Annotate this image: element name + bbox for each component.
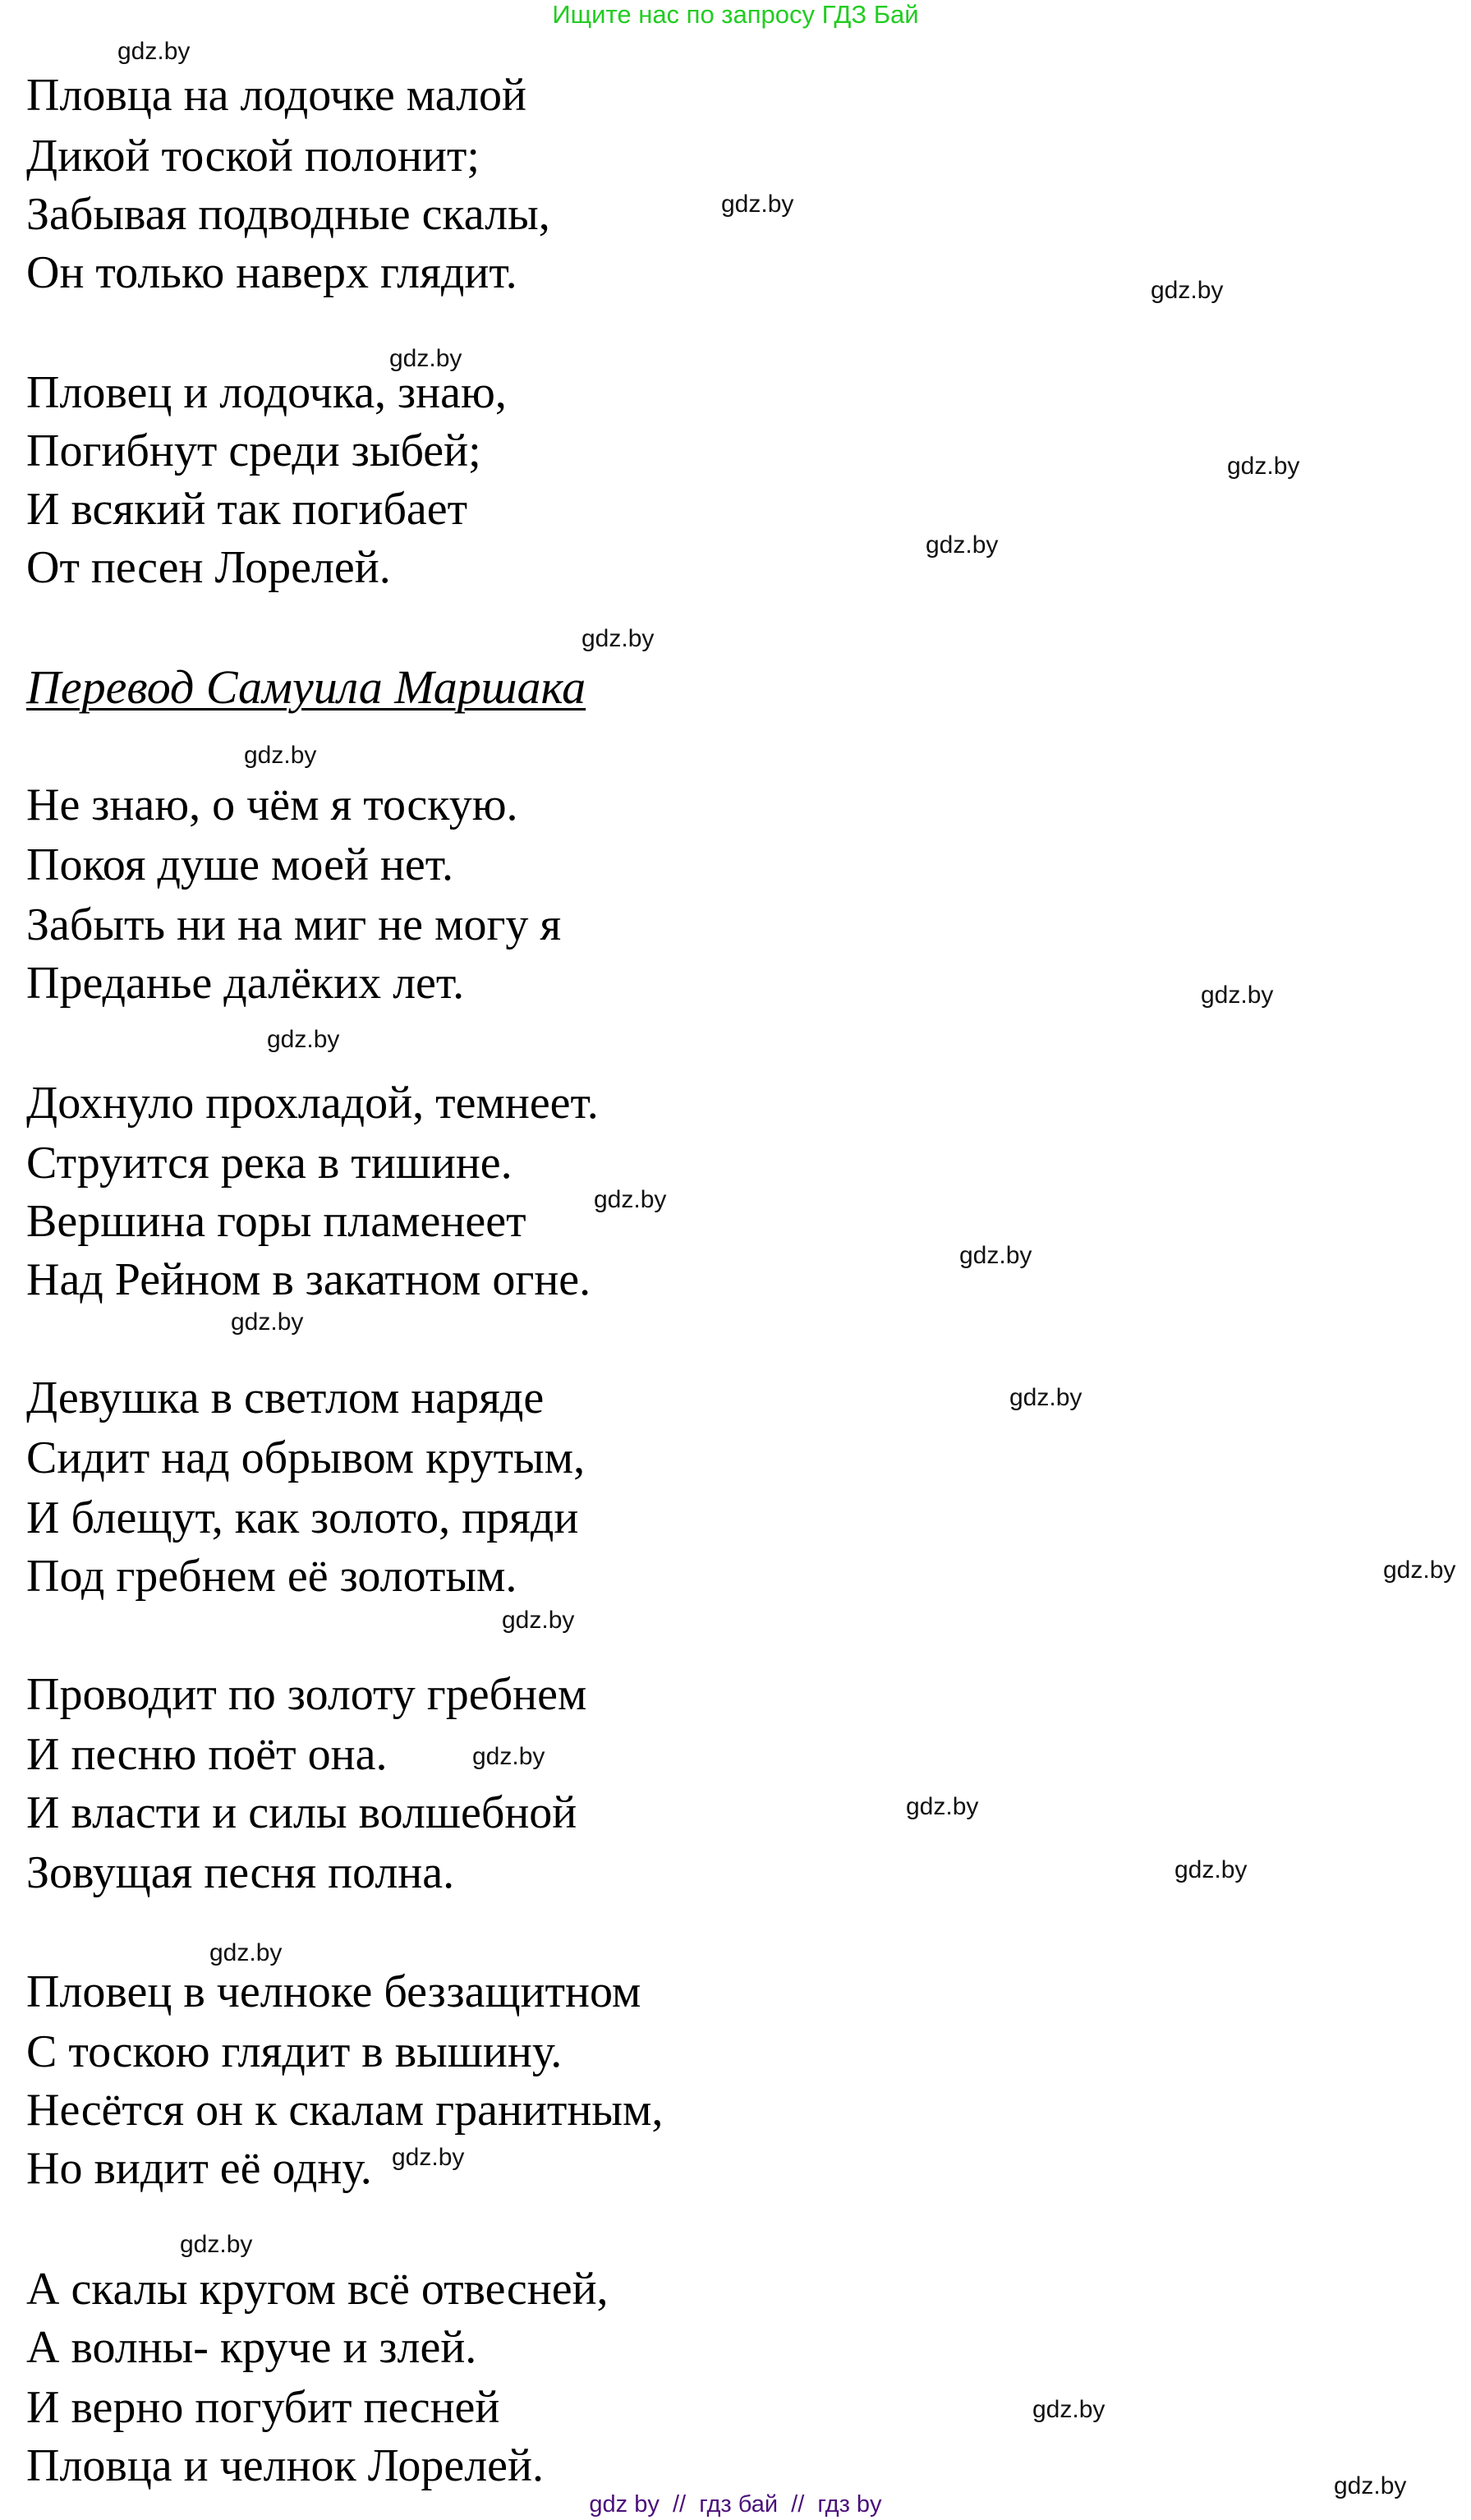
poem-line: И власти и силы волшебной: [26, 1787, 577, 1838]
watermark: gdz.by: [472, 1743, 545, 1770]
translation-title: Перевод Самуила Маршака: [26, 660, 586, 714]
poem-line: Пловца на лодочке малой: [26, 70, 526, 121]
watermark: gdz.by: [209, 1939, 283, 1966]
watermark: gdz.by: [267, 1026, 340, 1053]
poem-line: Вершина горы пламенеет: [26, 1196, 526, 1247]
poem-line: Погибнут среди зыбей;: [26, 425, 481, 476]
poem-line: Проводит по золоту гребнем: [26, 1669, 587, 1720]
watermark: gdz.by: [1032, 2396, 1106, 2423]
poem-line: И блещут, как золото, пряди: [26, 1492, 579, 1543]
poem-line: Покоя душе моей нет.: [26, 839, 453, 890]
poem-line: И песню поёт она.: [26, 1729, 388, 1780]
watermark: gdz.by: [117, 38, 191, 65]
watermark: gdz.by: [1383, 1557, 1456, 1584]
poem-line: От песен Лорелей.: [26, 542, 391, 593]
poem-line: Не знаю, о чём я тоскую.: [26, 779, 518, 830]
watermark: gdz.by: [1227, 453, 1300, 480]
poem-line: И всякий так погибает: [26, 484, 468, 535]
watermark: gdz.by: [721, 191, 794, 218]
watermark: gdz.by: [180, 2231, 253, 2258]
poem-line: С тоскою глядит в вышину.: [26, 2026, 563, 2077]
poem-line: Струится река в тишине.: [26, 1138, 513, 1189]
watermark: gdz.by: [1175, 1856, 1248, 1883]
watermark: gdz.by: [959, 1242, 1032, 1269]
poem-line: Но видит её одну.: [26, 2143, 372, 2194]
poem-line: Под гребнем её золотым.: [26, 1551, 517, 1602]
watermark: gdz.by: [392, 2144, 465, 2171]
poem-line: Забывая подводные скалы,: [26, 189, 550, 240]
watermark: gdz.by: [1151, 277, 1224, 304]
search-banner: Ищите нас по запросу ГДЗ Бай: [552, 0, 919, 29]
watermark: gdz.by: [502, 1607, 575, 1634]
poem-line: Пловца и челнок Лорелей.: [26, 2440, 544, 2491]
watermark: gdz.by: [244, 742, 317, 769]
poem-line: Зовущая песня полна.: [26, 1847, 455, 1898]
poem-line: Преданье далёких лет.: [26, 958, 465, 1009]
poem-line: Несётся он к скалам гранитным,: [26, 2085, 664, 2136]
watermark: gdz.by: [906, 1793, 979, 1820]
watermark: gdz.by: [1334, 2472, 1407, 2499]
poem-line: А волны- круче и злей.: [26, 2322, 477, 2373]
poem-line: Забыть ни на миг не могу я: [26, 899, 562, 950]
watermark: gdz.by: [582, 625, 655, 652]
poem-line: Дикой тоской полонит;: [26, 131, 480, 182]
watermark: gdz.by: [389, 345, 462, 372]
watermark: gdz.by: [1201, 982, 1274, 1009]
poem-line: Пловец и лодочка, знаю,: [26, 367, 507, 418]
watermark: gdz.by: [594, 1186, 667, 1213]
poem-line: Пловец в челноке беззащитном: [26, 1966, 641, 2017]
poem-line: Девушка в светлом наряде: [26, 1373, 545, 1423]
footer-links: gdz by // гдз бай // гдз by: [589, 2491, 882, 2518]
poem-line: И верно погубит песней: [26, 2382, 500, 2433]
watermark: gdz.by: [926, 531, 999, 559]
poem-line: Сидит над обрывом крутым,: [26, 1432, 586, 1483]
poem-line: Дохнуло прохладой, темнеет.: [26, 1078, 599, 1129]
poem-line: А скалы кругом всё отвесней,: [26, 2264, 609, 2315]
poem-line: Он только наверх глядит.: [26, 247, 517, 298]
poem-line: Над Рейном в закатном огне.: [26, 1254, 591, 1305]
watermark: gdz.by: [1009, 1384, 1083, 1411]
watermark: gdz.by: [231, 1308, 304, 1336]
